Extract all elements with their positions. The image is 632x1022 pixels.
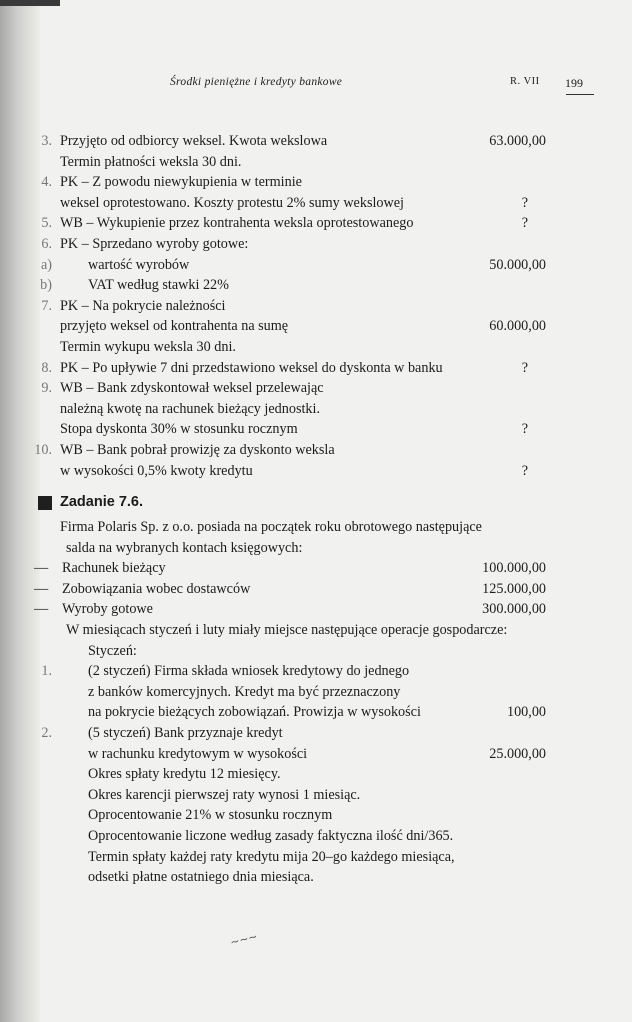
item-number: 1. — [41, 663, 52, 680]
operation-line — [0, 702, 632, 723]
month-label: Styczeń: — [88, 642, 137, 659]
operation-line — [0, 378, 632, 399]
operation-line — [0, 785, 632, 806]
january-operations-list — [0, 661, 632, 888]
amount-value: 125.000,00 — [482, 580, 546, 597]
amount-value: 100,00 — [506, 704, 546, 721]
line-text: Termin spłaty każdej raty kredytu mija 20–go każdego miesiąca, — [88, 848, 455, 865]
account-balance-line — [0, 599, 632, 620]
amount-value: ? — [521, 421, 528, 438]
amount-value: 100.000,00 — [482, 560, 546, 577]
operation-line — [0, 358, 632, 379]
line-text: z banków komercyjnych. Kredyt ma być przeznaczony — [88, 683, 401, 700]
line-text: Okres karencji pierwszej raty wynosi 1 miesiąc. — [88, 786, 361, 803]
line-text: PK – Na pokrycie należności — [60, 297, 226, 314]
section-heading — [0, 487, 632, 517]
handwritten-note: ~~~ — [228, 929, 259, 950]
line-text: (2 styczeń) Firma składa wniosek kredytowy do jednego — [88, 663, 410, 680]
line-text: w rachunku kredytowym w wysokości — [88, 745, 308, 762]
operation-line — [0, 764, 632, 785]
running-title: Środki pieniężne i kredyty bankowe — [170, 76, 343, 88]
amount-value: 60.000,00 — [489, 318, 546, 335]
item-number: 8. — [41, 359, 52, 376]
operation-line — [0, 131, 632, 152]
amount-value: ? — [521, 194, 528, 211]
line-text: w wysokości 0,5% kwoty kredytu — [60, 462, 253, 479]
operation-line — [0, 723, 632, 744]
corner-mark — [0, 0, 60, 6]
operation-line — [0, 172, 632, 193]
operation-line — [0, 234, 632, 255]
operation-line — [0, 152, 632, 173]
page-content — [0, 131, 632, 888]
exercise-operations-list — [0, 131, 632, 481]
item-number: 3. — [41, 133, 52, 149]
amount-value: ? — [521, 359, 528, 376]
line-text: WB – Wykupienie przez kontrahenta weksla oprotestowanego — [60, 215, 414, 232]
line-text: Okres spłaty kredytu 12 miesięcy. — [88, 766, 281, 783]
intro-line: salda na wybranych kontach księgowych: — [66, 539, 303, 556]
operation-line — [0, 744, 632, 765]
running-header — [170, 76, 600, 92]
intro-line: Firma Polaris Sp. z o.o. posiada na początek roku obrotowego następujące — [60, 519, 482, 536]
line-text: Rachunek bieżący — [62, 560, 166, 577]
amount-value: 300.000,00 — [482, 601, 546, 618]
line-text: PK – Sprzedano wyroby gotowe: — [60, 235, 249, 252]
page-number: 199 — [565, 76, 583, 90]
operation-line — [0, 399, 632, 420]
dash-bullet: — — [34, 601, 49, 618]
section-title: Zadanie 7.6. — [60, 494, 144, 511]
line-text: przyjęto weksel od kontrahenta na sumę — [60, 318, 289, 335]
line-text: weksel oprotestowano. Koszty protestu 2% sumy wekslowej — [60, 194, 404, 211]
item-number: a) — [40, 256, 52, 273]
line-text: WB – Bank pobrał prowizję za dyskonto weksla — [60, 441, 335, 458]
operation-line — [0, 316, 632, 337]
operation-line — [0, 255, 632, 276]
item-number: 9. — [41, 380, 52, 397]
operation-line — [0, 847, 632, 868]
operation-line — [0, 867, 632, 888]
line-text: PK – Z powodu niewykupienia w terminie — [60, 174, 302, 191]
operation-line — [0, 440, 632, 461]
item-number: 2. — [41, 725, 52, 742]
line-text: Przyjęto od odbiorcy weksel. Kwota wekslowa — [60, 133, 328, 149]
amount-value: 50.000,00 — [489, 256, 546, 273]
amount-value: 63.000,00 — [489, 133, 546, 149]
operation-line — [0, 275, 632, 296]
line-text: (5 styczeń) Bank przyznaje kredyt — [88, 725, 283, 742]
line-text: odsetki płatne ostatniego dnia miesiąca. — [88, 869, 314, 886]
line-text: Wyroby gotowe — [62, 601, 153, 618]
header-rule — [566, 94, 594, 95]
section-marker-icon — [38, 496, 52, 510]
line-text: WB – Bank zdyskontował weksel przelewając — [60, 380, 324, 397]
operation-line — [0, 419, 632, 440]
account-balance-line — [0, 558, 632, 579]
line-text: Termin płatności weksla 30 dni. — [60, 153, 242, 170]
operation-line — [0, 661, 632, 682]
dash-bullet: — — [34, 580, 49, 597]
months-line: W miesiącach styczeń i luty miały miejsce następujące operacje gospodarcze: — [66, 622, 508, 639]
operation-line — [0, 682, 632, 703]
item-number: 10. — [34, 441, 52, 458]
item-number: 5. — [41, 215, 52, 232]
operation-line — [0, 461, 632, 482]
line-text: Termin wykupu weksla 30 dni. — [60, 338, 236, 355]
dash-bullet: — — [34, 560, 49, 577]
line-text: Zobowiązania wobec dostawców — [62, 580, 251, 597]
line-text: Stopa dyskonta 30% w stosunku rocznym — [60, 421, 298, 438]
line-text: wartość wyrobów — [88, 256, 190, 273]
opening-balances-list — [0, 558, 632, 620]
line-text: należną kwotę na rachunek bieżący jednostki. — [60, 400, 320, 417]
operation-line — [0, 213, 632, 234]
line-text: Oprocentowanie 21% w stosunku rocznym — [88, 807, 333, 824]
operation-line — [0, 805, 632, 826]
amount-value: 25.000,00 — [489, 745, 546, 762]
line-text: VAT według stawki 22% — [88, 277, 229, 294]
item-number: 7. — [41, 297, 52, 314]
item-number: 6. — [41, 235, 52, 252]
account-balance-line — [0, 579, 632, 600]
operation-line — [0, 193, 632, 214]
operation-line — [0, 296, 632, 317]
line-text: Oprocentowanie liczone według zasady faktyczna ilość dni/365. — [88, 828, 454, 844]
item-number: 4. — [41, 174, 52, 191]
item-number: b) — [40, 277, 52, 294]
line-text: PK – Po upływie 7 dni przedstawiono weksel do dyskonta w banku — [60, 359, 443, 376]
operation-line — [0, 826, 632, 847]
operation-line — [0, 337, 632, 358]
chapter-label: R. VII — [510, 76, 540, 87]
line-text: na pokrycie bieżących zobowiązań. Prowizja w wysokości — [88, 704, 421, 721]
amount-value: ? — [521, 462, 528, 479]
amount-value: ? — [521, 215, 528, 232]
